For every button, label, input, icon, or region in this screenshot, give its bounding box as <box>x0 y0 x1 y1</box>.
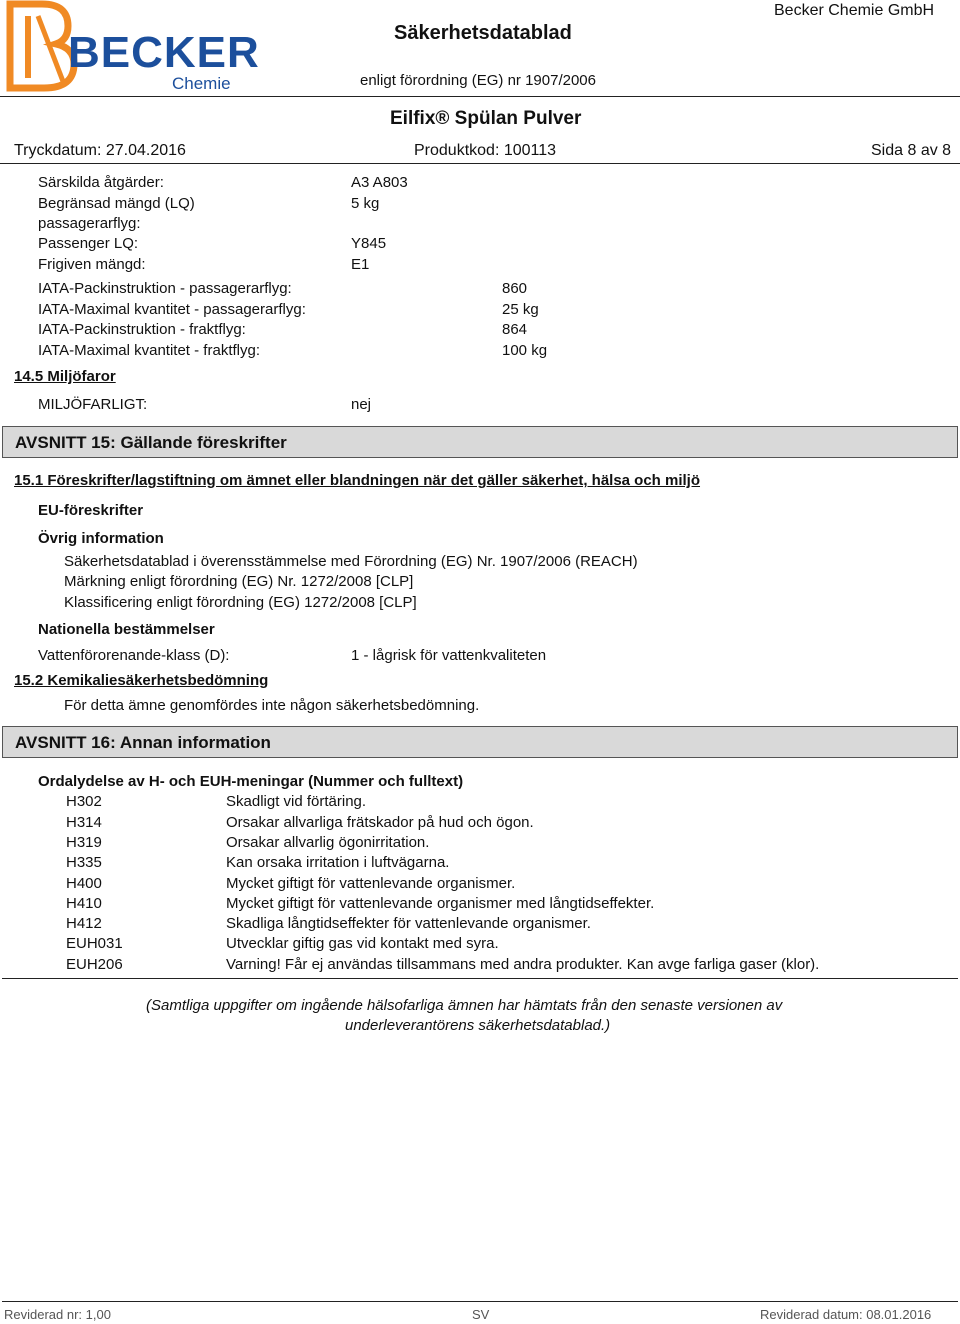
phrase-text: Mycket giftigt för vattenlevande organismer med långtidseffekter. <box>226 895 655 912</box>
phrase-text: Skadliga långtidseffekter för vattenlevande organismer. <box>226 915 591 932</box>
product-code: Produktkod: 100113 <box>414 142 557 159</box>
other-info-line: Märkning enligt förordning (EG) Nr. 1272/2008 [CLP] <box>64 573 414 590</box>
row-label: Passenger LQ: <box>38 235 139 252</box>
section-15-title: AVSNITT 15: Gällande föreskrifter <box>15 433 287 452</box>
brand-sub: Chemie <box>172 74 231 93</box>
phrase-text: Mycket giftigt för vattenlevande organismer. <box>226 875 516 892</box>
iata-value: 864 <box>502 321 528 338</box>
phrase-code: H412 <box>66 915 102 932</box>
section-16-divider <box>2 978 958 979</box>
brand-name: BECKER <box>68 28 260 77</box>
other-info-heading: Övrig information <box>38 530 164 547</box>
subsection-15-2: 15.2 Kemikaliesäkerhetsbedömning <box>14 672 269 689</box>
row-value: A3 A803 <box>351 174 408 191</box>
row-label: Begränsad mängd (LQ) <box>38 195 195 212</box>
row-value: Y845 <box>351 235 387 252</box>
phrase-code: H335 <box>66 854 102 871</box>
other-info-line: Klassificering enligt förordning (EG) 1272/2008 [CLP] <box>64 594 417 611</box>
iata-value: 860 <box>502 280 528 297</box>
page-number: Sida 8 av 8 <box>871 142 952 159</box>
env-heading: 14.5 Miljöfaror <box>14 368 116 385</box>
header-divider-top <box>0 96 960 97</box>
phrase-text: Kan orsaka irritation i luftvägarna. <box>226 854 450 871</box>
header-divider-bottom <box>0 163 960 164</box>
subsection-15-1: 15.1 Föreskrifter/lagstiftning om ämnet eller blandningen när det gäller säkerhet, hälsa och miljö <box>14 472 701 489</box>
phrase-text: Orsakar allvarliga frätskador på hud och ögon. <box>226 814 534 831</box>
phrase-code: H410 <box>66 895 102 912</box>
print-date: Tryckdatum: 27.04.2016 <box>14 142 186 159</box>
section-15-bar <box>2 426 958 458</box>
language-code: SV <box>472 1307 490 1322</box>
row-value: E1 <box>351 256 370 273</box>
iata-label: IATA-Packinstruktion - passagerarflyg: <box>38 280 292 297</box>
phrase-code: H319 <box>66 834 102 851</box>
section-16-bar <box>2 726 958 758</box>
env-label: MILJÖFARLIGT: <box>38 396 148 413</box>
wording-heading: Ordalydelse av H- och EUH-meningar (Nummer och fulltext) <box>38 773 464 790</box>
iata-label: IATA-Packinstruktion - fraktflyg: <box>38 321 246 338</box>
env-value: nej <box>351 396 372 413</box>
iata-value: 25 kg <box>502 301 539 318</box>
iata-label: IATA-Maximal kvantitet - passagerarflyg: <box>38 301 306 318</box>
phrase-text: Orsakar allvarlig ögonirritation. <box>226 834 430 851</box>
regulation-text: enligt förordning (EG) nr 1907/2006 <box>360 72 596 89</box>
iata-value: 100 kg <box>502 342 548 359</box>
section-16-title: AVSNITT 16: Annan information <box>15 733 271 752</box>
phrase-text: Skadligt vid förtäring. <box>226 793 367 810</box>
iata-label: IATA-Maximal kvantitet - fraktflyg: <box>38 342 260 359</box>
source-note-line-2: underleverantörens säkerhetsdatablad.) <box>345 1017 611 1034</box>
assessment-text: För detta ämne genomfördes inte någon säkerhetsbedömning. <box>64 697 480 714</box>
revision-number: Reviderad nr: 1,00 <box>4 1307 111 1322</box>
phrase-text: Utvecklar giftig gas vid kontakt med syra. <box>226 935 499 952</box>
source-note-line-1: (Samtliga uppgifter om ingående hälsofarliga ämnen har hämtats från den senaste versionen av <box>146 997 783 1014</box>
phrase-code: EUH031 <box>66 935 123 952</box>
eu-heading: EU-föreskrifter <box>38 502 144 519</box>
phrase-text: Varning! Får ej användas tillsammans med andra produkter. Kan avge farliga gaser (klor). <box>226 956 820 973</box>
wgk-label: Vattenförorenande-klass (D): <box>38 647 230 664</box>
phrase-code: EUH206 <box>66 956 123 973</box>
national-heading: Nationella bestämmelser <box>38 621 215 638</box>
document-title: Säkerhetsdatablad <box>394 22 572 44</box>
row-label: Frigiven mängd: <box>38 256 146 273</box>
revision-date: Reviderad datum: 08.01.2016 <box>760 1307 932 1322</box>
row-value: 5 kg <box>351 195 380 212</box>
row-label: Särskilda åtgärder: <box>38 174 164 191</box>
product-name: Eilfix® Spülan Pulver <box>390 108 582 129</box>
footer-divider <box>2 1301 958 1302</box>
wgk-value: 1 - lågrisk för vattenkvaliteten <box>351 647 547 664</box>
phrase-code: H314 <box>66 814 102 831</box>
phrase-code: H400 <box>66 875 102 892</box>
company-name: Becker Chemie GmbH <box>774 2 935 19</box>
row-label: passagerarflyg: <box>38 215 141 232</box>
other-info-line: Säkerhetsdatablad i överensstämmelse med Förordning (EG) Nr. 1907/2006 (REACH) <box>64 553 638 570</box>
phrase-code: H302 <box>66 793 102 810</box>
